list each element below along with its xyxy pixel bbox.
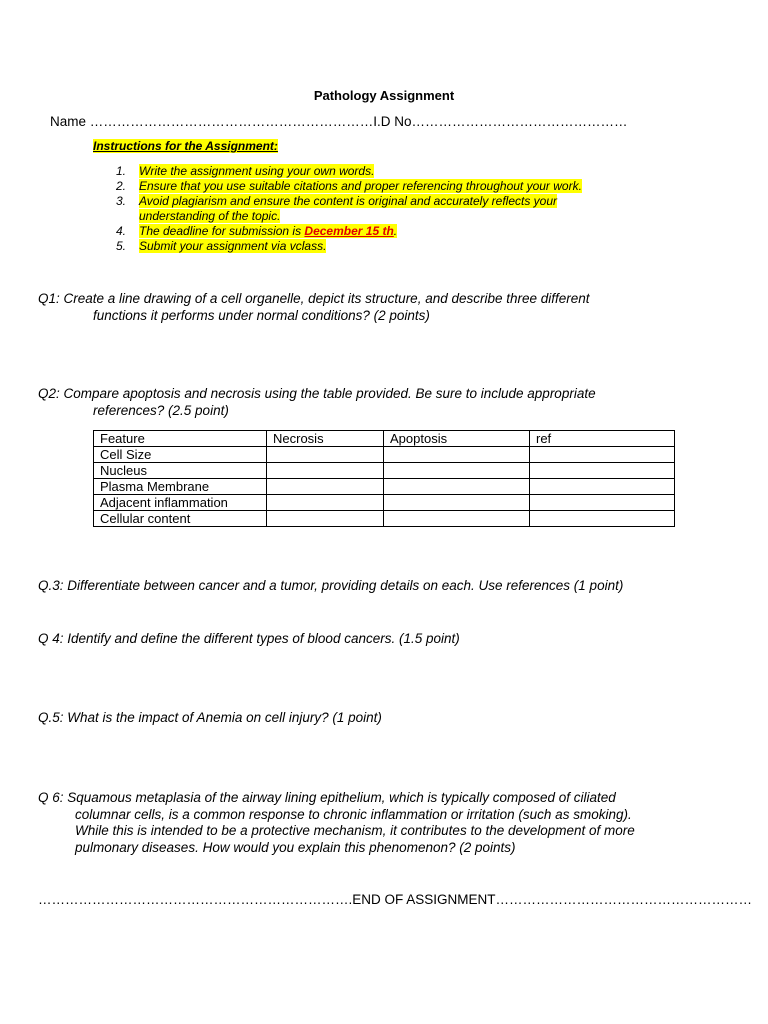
instruction-text: The deadline for submission is [139, 224, 305, 238]
instruction-number: 2. [116, 179, 127, 193]
question-6-line: columnar cells, is a common response to chronic inflammation or irritation (such as smoking). [75, 806, 632, 822]
instruction-item [116, 224, 636, 239]
instruction-item [116, 164, 636, 179]
instruction-item [116, 194, 636, 224]
table-cell[interactable] [267, 463, 384, 479]
table-header-row [94, 431, 675, 447]
question-3-line: Q.3: Differentiate between cancer and a tumor, providing details on each. Use references (1 point) [38, 578, 624, 593]
table-cell[interactable] [384, 479, 530, 495]
instruction-number: 1. [116, 164, 127, 178]
instruction-item [116, 179, 636, 194]
instruction-item [116, 239, 636, 254]
question-1-line: Q1: Create a line drawing of a cell organelle, depict its structure, and describe three different [38, 291, 590, 306]
table-row [94, 463, 675, 479]
deadline-date: December 15 th [304, 224, 394, 238]
table-header-cell: ref [530, 431, 675, 447]
table-header-cell: Apoptosis [384, 431, 530, 447]
instruction-number: 3. [116, 194, 127, 208]
table-cell[interactable] [267, 447, 384, 463]
question-5-line: Q.5: What is the impact of Anemia on cell injury? (1 point) [38, 710, 382, 725]
table-cell[interactable] [267, 495, 384, 511]
table-row [94, 447, 675, 463]
table-cell[interactable] [384, 511, 530, 527]
table-row [94, 479, 675, 495]
table-cell[interactable] [530, 447, 675, 463]
question-2-line: references? (2.5 point) [93, 402, 229, 418]
question-5 [38, 710, 382, 727]
instruction-text-end: . [393, 224, 398, 238]
question-6-line: While this is intended to be a protective mechanism, it contributes to the development of more [75, 823, 635, 838]
instruction-text: Avoid plagiarism and ensure the content is original and accurately reflects your understanding of the topic. [139, 194, 558, 223]
question-2-line: Q2: Compare apoptosis and necrosis using the table provided. Be sure to include appropriate [38, 386, 596, 401]
table-cell[interactable] [384, 495, 530, 511]
table-cell[interactable] [530, 495, 675, 511]
table-cell[interactable] [267, 511, 384, 527]
question-4 [38, 631, 460, 648]
table-row-label: Nucleus [94, 463, 267, 479]
name-id-line: Name ………………………………………………………I.D No………………………………………… [50, 114, 628, 129]
end-of-assignment: …………………………………………………………….END OF ASSIGNMENT………………………………………………… [38, 892, 753, 907]
table-row [94, 495, 675, 511]
question-6 [38, 790, 635, 856]
table-cell[interactable] [530, 463, 675, 479]
table-cell[interactable] [530, 479, 675, 495]
instructions-heading: Instructions for the Assignment: [93, 139, 278, 153]
table-row-label: Cellular content [94, 511, 267, 527]
table-row-label: Plasma Membrane [94, 479, 267, 495]
question-1 [38, 291, 590, 324]
table-row [94, 511, 675, 527]
table-row-label: Cell Size [94, 447, 267, 463]
instruction-text: Write the assignment using your own words. [139, 164, 375, 178]
instruction-number: 5. [116, 239, 127, 253]
table-header-cell: Necrosis [267, 431, 384, 447]
question-3 [38, 578, 623, 595]
table-cell[interactable] [384, 463, 530, 479]
instruction-text: Ensure that you use suitable citations and proper referencing throughout your work. [139, 179, 582, 193]
table-header-cell: Feature [94, 431, 267, 447]
table-row-label: Adjacent inflammation [94, 495, 267, 511]
table-cell[interactable] [530, 511, 675, 527]
question-1-line: functions it performs under normal conditions? (2 points) [93, 307, 430, 323]
question-6-line: Q 6: Squamous metaplasia of the airway lining epithelium, which is typically composed of ciliated [38, 790, 616, 805]
instruction-text: Submit your assignment via vclass. [139, 239, 327, 253]
instructions-list [116, 164, 636, 254]
instruction-number: 4. [116, 224, 127, 238]
question-4-line: Q 4: Identify and define the different types of blood cancers. (1.5 point) [38, 631, 460, 646]
comparison-table [93, 430, 675, 527]
question-6-line: pulmonary diseases. How would you explain this phenomenon? (2 points) [75, 839, 516, 855]
question-2 [38, 386, 596, 419]
page-title: Pathology Assignment [313, 88, 455, 103]
table-cell[interactable] [267, 479, 384, 495]
table-cell[interactable] [384, 447, 530, 463]
